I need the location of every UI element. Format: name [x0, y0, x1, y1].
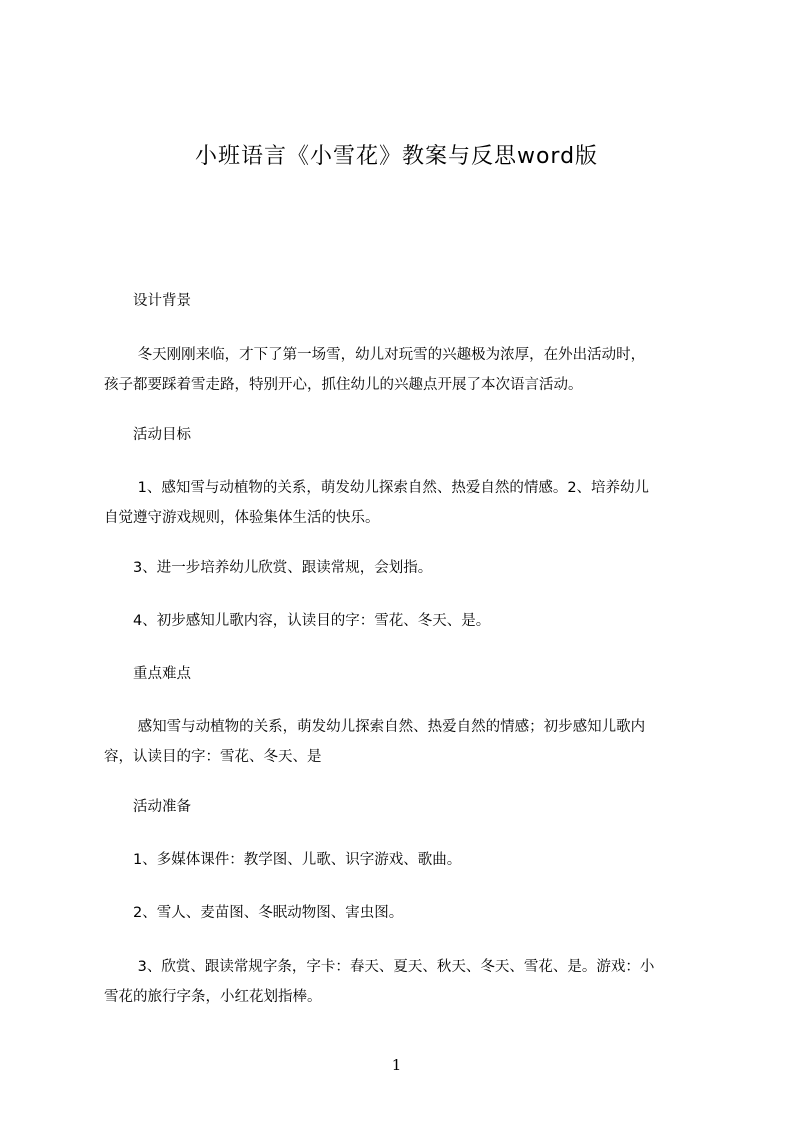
- heading-preparation: [104, 792, 704, 822]
- paragraph-goal-3: [104, 553, 704, 583]
- paragraph-prep-2: [104, 898, 704, 928]
- paragraph-prep-1: [104, 845, 704, 875]
- text-line: 重点难点: [104, 666, 191, 682]
- text-line: 1、多媒体课件：教学图、儿歌、识字游戏、歌曲。: [104, 852, 462, 868]
- text-line: 孩子都要踩着雪走路，特别开心，抓住幼儿的兴趣点开展了本次语言活动。: [104, 377, 583, 393]
- paragraph-background: [104, 340, 704, 400]
- text-line: 1、感知雪与动植物的关系，萌发幼儿探索自然、热爱自然的情感。2、培养幼儿: [104, 480, 650, 496]
- text-line: 活动准备: [104, 799, 191, 815]
- paragraph-goals-1-2: [104, 473, 704, 533]
- text-line: 活动目标: [104, 427, 191, 443]
- text-line: 3、欣赏、跟读常规字条，字卡：春天、夏天、秋天、冬天、雪花、是。游戏：小: [104, 959, 655, 975]
- paragraph-key-points: [104, 712, 704, 772]
- heading-activity-goals: [104, 420, 704, 450]
- text-line: 雪花的旅行字条，小红花划指棒。: [104, 989, 322, 1005]
- text-line: 4、初步感知儿歌内容，认读目的字：雪花、冬天、是。: [104, 613, 491, 629]
- text-line: 设计背景: [104, 293, 191, 309]
- text-line: 感知雪与动植物的关系，萌发幼儿探索自然、热爱自然的情感；初步感知儿歌内: [104, 719, 646, 735]
- text-line: 冬天刚刚来临，才下了第一场雪，幼儿对玩雪的兴趣极为浓厚，在外出活动时，: [104, 347, 646, 363]
- heading-design-background: [104, 286, 704, 316]
- text-line: 3、进一步培养幼儿欣赏、跟读常规，会划指。: [104, 560, 433, 576]
- text-line: 容，认读目的字：雪花、冬天、是: [104, 749, 322, 765]
- document-title: 小班语言《小雪花》教案与反思word版: [194, 144, 599, 169]
- page-number: 1: [391, 1056, 402, 1074]
- paragraph-goal-4: [104, 606, 704, 636]
- paragraph-prep-3: [104, 952, 704, 1012]
- heading-key-points: [104, 659, 704, 689]
- text-line: 2、雪人、麦苗图、冬眠动物图、害虫图。: [104, 905, 404, 921]
- text-line: 自觉遵守游戏规则，体验集体生活的快乐。: [104, 510, 380, 526]
